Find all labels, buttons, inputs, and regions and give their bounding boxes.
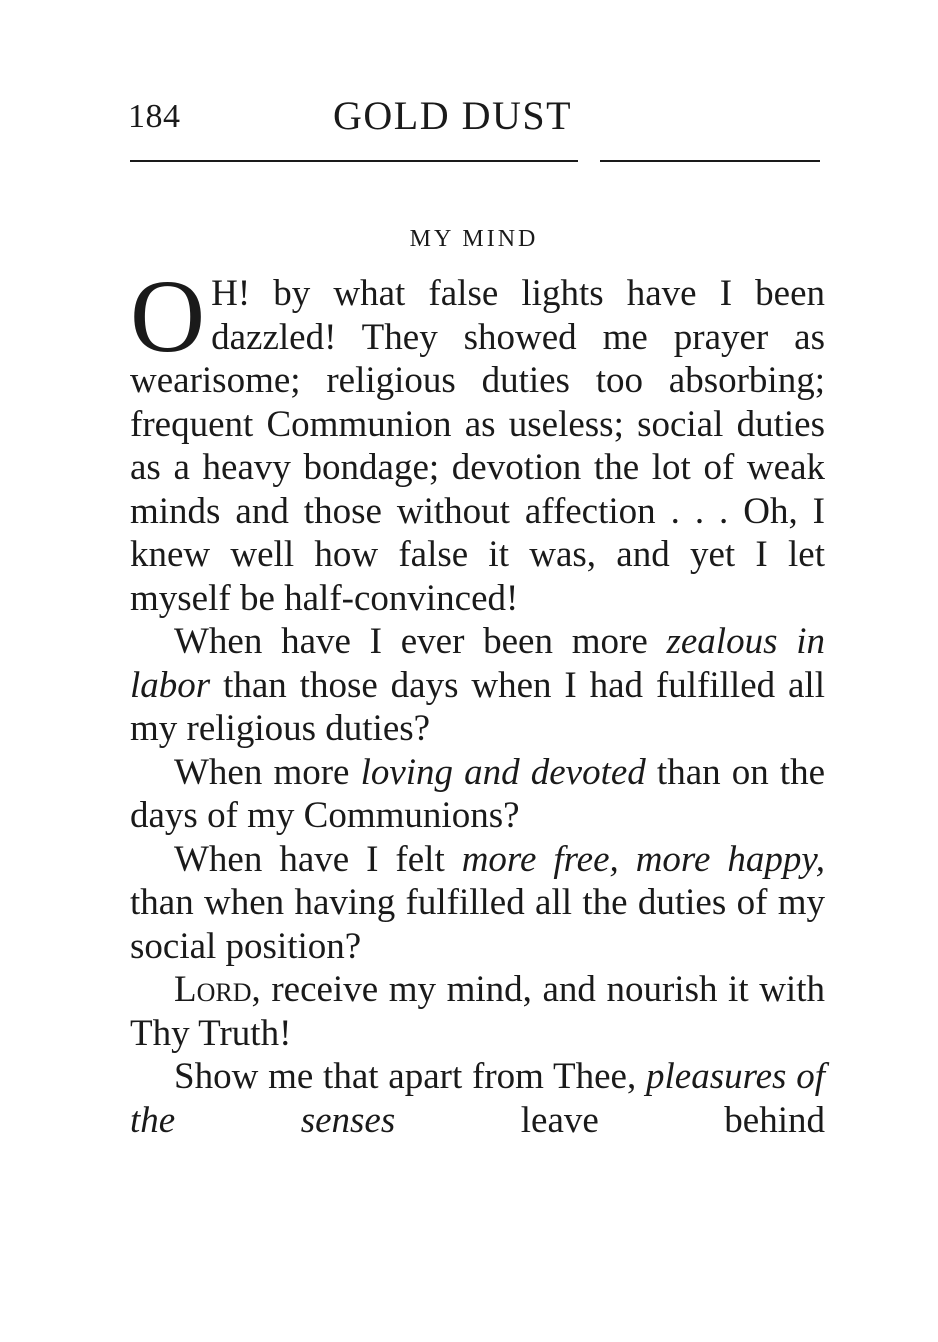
paragraph-3-text-a: When more [174, 751, 361, 793]
drop-cap: O [130, 259, 206, 374]
paragraph-2 [130, 620, 825, 751]
paragraph-5-text-b: , receive my mind, and nourish it with Thy Truth! [130, 969, 825, 1054]
body-text [130, 259, 826, 1142]
running-title: GOLD DUST [333, 93, 573, 138]
paragraph-6-text-a: Show me that apart from Thee, [174, 1056, 646, 1097]
section-title: MY MIND [409, 226, 539, 252]
paragraph-3-emphasis: loving and devoted [360, 751, 646, 793]
paragraph-1 [130, 259, 825, 620]
paragraph-4-text-a: When have I felt [174, 838, 462, 880]
paragraph-6 [130, 1055, 825, 1142]
paragraph-2-text-a: When have I ever been more [174, 621, 667, 662]
running-header [128, 92, 828, 142]
paragraph-5 [130, 968, 825, 1055]
header-rule-left [130, 160, 578, 162]
header-rule-right [600, 160, 820, 162]
paragraph-2-text-c: than those days when I had fulfilled all my religious duties? [130, 664, 825, 749]
paragraph-1-text: H! by what false lights have I been dazzled! They showed me prayer as wearisome; religious duties too absorbing; frequent Communion as useless; social duties as a heavy bondage; devotion the lot of weak minds and those without affection . . . Oh, I knew well how false it was, and yet I let myself be half-convinced! [130, 273, 825, 619]
page-number: 184 [128, 98, 181, 135]
paragraph-5-lord: Lord [174, 969, 252, 1010]
paragraph-6-emphasis: pleasures of the senses [130, 1056, 825, 1141]
paragraph-4 [130, 838, 825, 969]
paragraph-2-emphasis: zealous in labor [130, 621, 826, 706]
paragraph-6-text-c: leave behind [395, 1099, 825, 1141]
paragraph-3 [130, 751, 825, 838]
paragraph-4-emphasis: more free, more happy, [461, 838, 825, 880]
paragraph-4-text-c: than when having fulfilled all the duties of my social position? [130, 882, 825, 967]
paragraph-3-text-c: than on the days of my Communions? [130, 751, 826, 836]
